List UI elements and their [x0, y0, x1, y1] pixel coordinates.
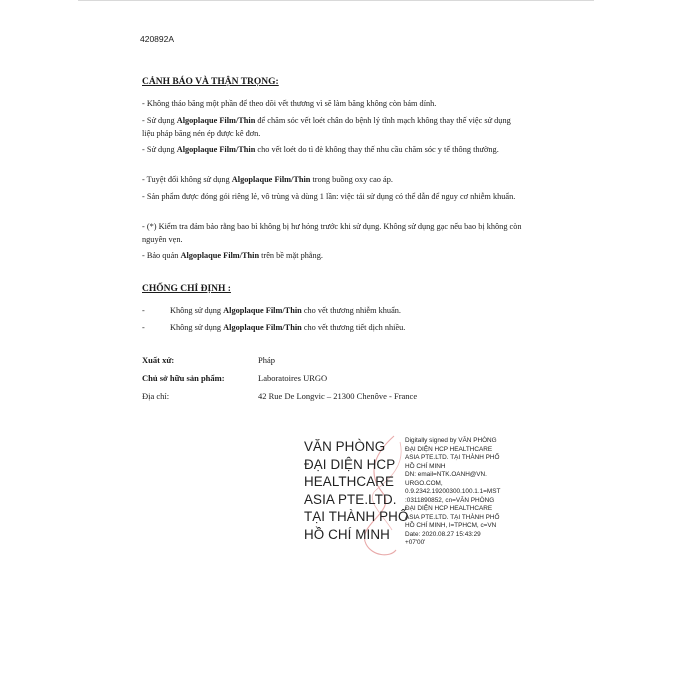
owner-value: Laboratoires URGO [258, 373, 328, 383]
warning-item: - Sử dụng Algoplaque Film/Thin để chăm sóc vết loét chân do bệnh lý tĩnh mạch không thay thế việc sử dụng liệu pháp băng nén ép được kê đơn. [142, 116, 511, 138]
document-id: 420892A [140, 34, 175, 44]
warning-item: - Sản phẩm được đóng gói riêng lẻ, vô trùng và dùng 1 lần: việc tái sử dụng có thể dẫn để nguy cơ nhiễm khuẩn. [142, 192, 516, 201]
address-label: Địa chỉ: [142, 391, 170, 401]
product-name: Algoplaque Film/Thin [223, 323, 302, 332]
product-name: Algoplaque Film/Thin [223, 306, 302, 315]
warning-item: - Tuyệt đối không sử dụng Algoplaque Film/Thin trong buồng oxy cao áp. [142, 175, 393, 184]
warning-item: - (*) Kiểm tra đảm bảo rằng bao bì không bị hư hỏng trước khi sử dụng. Không sử dụng gạc nếu bao bị không còn nguyên vẹn. [142, 222, 522, 244]
contraindication-item: - Không sử dụng Algoplaque Film/Thin cho vết thương nhiễm khuẩn. [142, 306, 401, 315]
warnings-title: CẢNH BÁO VÀ THẬN TRỌNG: [142, 77, 279, 87]
product-name: Algoplaque Film/Thin [176, 145, 256, 154]
signature-details: Digitally signed by VĂN PHÒNG ĐẠI DIỆN HCP HEALTHCARE ASIA PTE.LTD. TẠI THÀNH PHỐ HỒ CHÍ MINH DN: email=NTK.OANH@VN. URGO.COM, 0.9.2342.19200300.100.1.1=MST :0311890852, cn=VĂN PHÒNG ĐẠI DIỆN HCP HEALTHCARE ASIA PTE.LTD. TẠI THÀNH PHỐ HỒ CHÍ MINH, l=TPHCM, c=VN Date: 2020.08.27 15:43:29 +07'00' [405, 437, 501, 546]
warning-item: - Sử dụng Algoplaque Film/Thin cho vết loét do tì đè không thay thế nhu cầu chăm sóc y tế thông thường. [142, 145, 499, 154]
product-name: Algoplaque Film/Thin [176, 116, 256, 125]
contraindication-item: - Không sử dụng Algoplaque Film/Thin cho vết thương tiết dịch nhiều. [142, 323, 406, 332]
contraindications-title: CHỐNG CHỈ ĐỊNH : [142, 284, 231, 294]
address-value: 42 Rue De Longvic – 21300 Chenôve - France [258, 391, 418, 401]
signer-name: VĂN PHÒNG ĐẠI DIỆN HCP HEALTHCARE ASIA PTE.LTD. TẠI THÀNH PHỐ HỒ CHÍ MINH [304, 439, 409, 542]
owner-label: Chủ sở hữu sản phẩm: [142, 373, 225, 383]
origin-label: Xuất xứ: [142, 355, 175, 365]
origin-value: Pháp [258, 355, 275, 365]
product-name: Algoplaque Film/Thin [180, 251, 260, 260]
product-name: Algoplaque Film/Thin [231, 175, 311, 184]
warning-item: - Không tháo băng một phần để theo dõi vết thương vì sẽ làm băng không còn bám dính. [142, 99, 437, 108]
page-top-border [78, 0, 594, 1]
warning-item: - Bảo quản Algoplaque Film/Thin trên bề mặt phẳng. [142, 251, 323, 260]
